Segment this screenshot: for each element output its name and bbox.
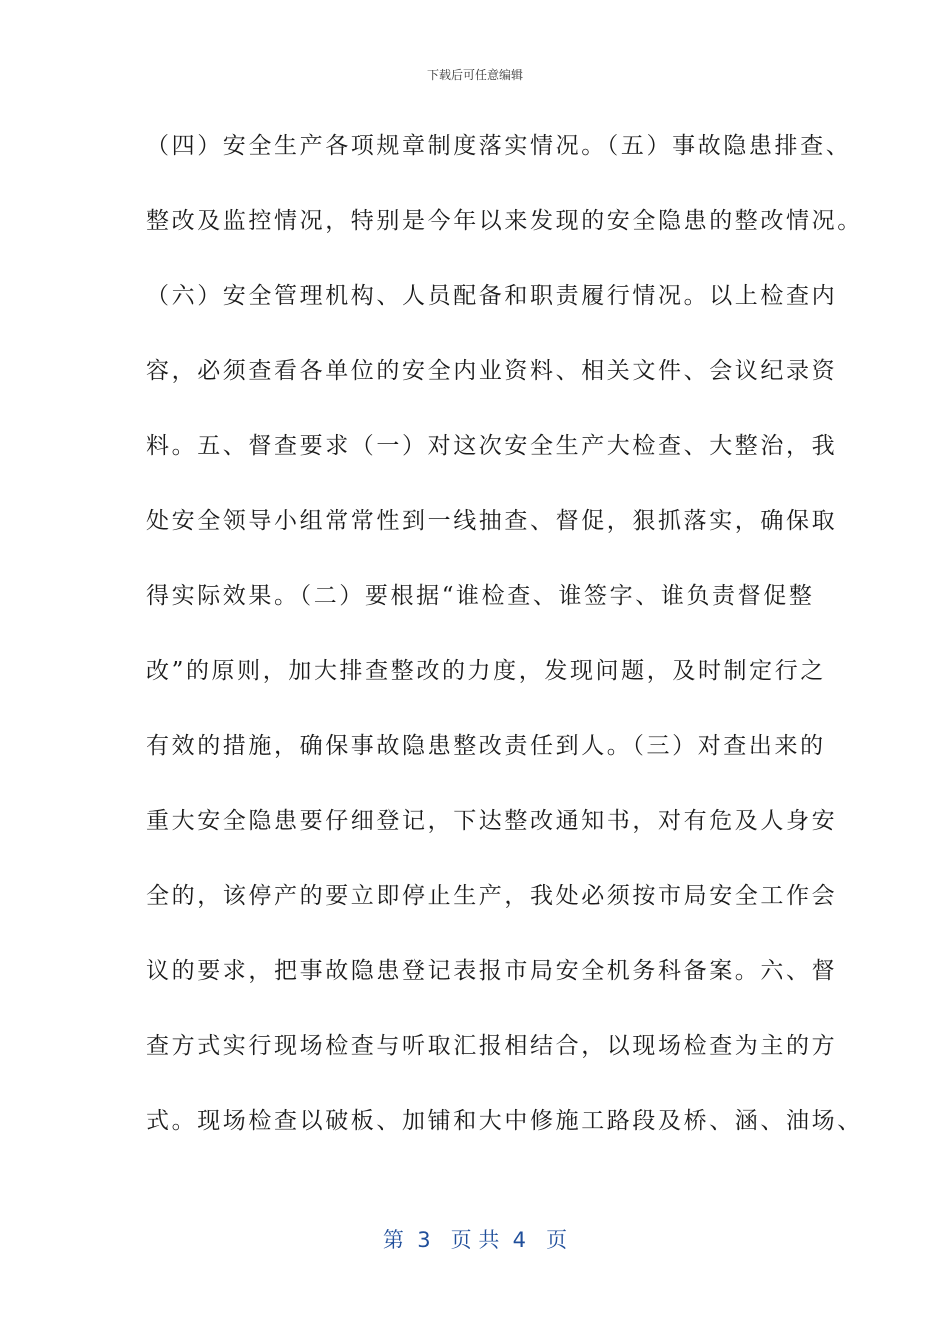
text-line: 料。五、督查要求（一）对这次安全生产大检查、大整治，我 [146,433,838,459]
text-line: （六）安全管理机构、人员配备和职责履行情况。以上检查内 [146,283,838,309]
page-header: 下载后可任意编辑 [426,68,523,82]
text-line: 重大安全隐患要仔细登记，下达整改通知书，对有危及人身安 [146,808,838,834]
text-line: 处安全领导小组常常性到一线抽查、督促，狠抓落实，确保取 [146,508,838,534]
page-number-footer: 第 3 页 共 4 页 [382,1228,568,1252]
text-line: 整改及监控情况，特别是今年以来发现的安全隐患的整改情况。 [146,208,863,234]
text-line: 查方式实行现场检查与听取汇报相结合，以现场检查为主的方 [146,1033,838,1059]
text-line: 全的，该停产的要立即停止生产，我处必须按市局安全工作会 [146,883,838,909]
text-line: 容，必须查看各单位的安全内业资料、相关文件、会议纪录资 [146,358,838,384]
text-line: 式。现场检查以破板、加铺和大中修施工路段及桥、涵、油场、 [146,1108,863,1134]
text-line: 改”的原则，加大排查整改的力度，发现问题，及时制定行之 [146,658,826,684]
text-line: 有效的措施，确保事故隐患整改责任到人。（三）对查出来的 [146,733,826,759]
document-body [146,124,863,1174]
text-line: 得实际效果。（二）要根据“谁检查、谁签字、谁负责督促整 [146,583,815,609]
text-line: 议的要求，把事故隐患登记表报市局安全机务科备案。六、督 [146,958,838,984]
text-line: （四）安全生产各项规章制度落实情况。（五）事故隐患排查、 [146,133,852,159]
